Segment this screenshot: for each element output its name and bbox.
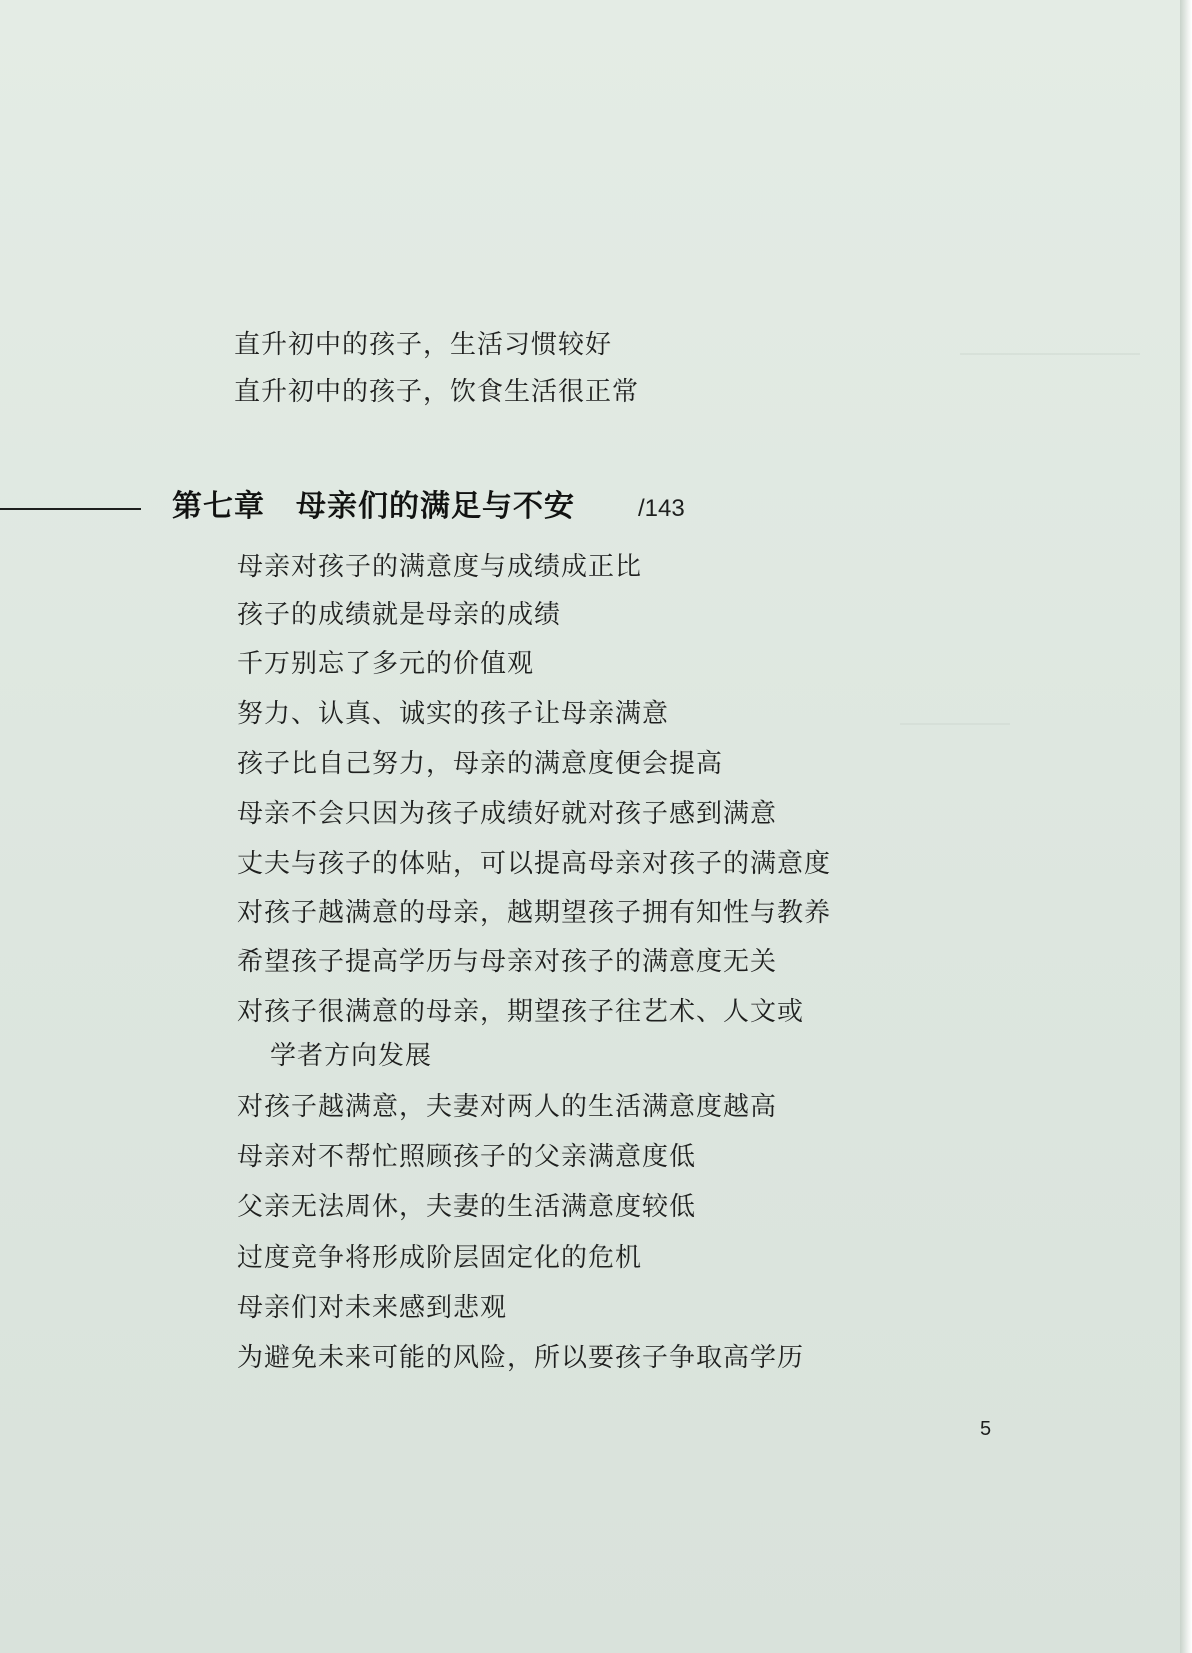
chapter-title: 第七章 母亲们的满足与不安 (172, 489, 575, 524)
toc-entry: 母亲对孩子的满意度与成绩成正比 (237, 552, 643, 582)
chapter-page-number: /143 (638, 495, 685, 522)
toc-entry: 过度竞争将形成阶层固定化的危机 (237, 1243, 643, 1273)
toc-entry: 努力、认真、诚实的孩子让母亲满意 (237, 699, 670, 729)
toc-entry: 父亲无法周休，夫妻的生活满意度较低 (237, 1192, 697, 1222)
chapter-rule (0, 508, 141, 510)
toc-entry: 对孩子很满意的母亲，期望孩子往艺术、人文或 (237, 997, 805, 1027)
toc-entry-continuation: 学者方向发展 (270, 1041, 433, 1071)
toc-entry: 母亲们对未来感到悲观 (237, 1293, 508, 1323)
toc-entry: 丈夫与孩子的体贴，可以提高母亲对孩子的满意度 (237, 849, 832, 879)
toc-entry: 孩子比自己努力，母亲的满意度便会提高 (237, 749, 724, 779)
toc-entry: 直升初中的孩子，生活习惯较好 (234, 330, 613, 360)
chapter-heading (0, 488, 900, 528)
toc-entry: 千万别忘了多元的价值观 (237, 649, 535, 679)
toc-entry: 希望孩子提高学历与母亲对孩子的满意度无关 (237, 947, 778, 977)
bleed-through-rule-top (960, 353, 1140, 355)
toc-entry: 孩子的成绩就是母亲的成绩 (237, 600, 562, 630)
page-number: 5 (980, 1418, 992, 1440)
bleed-through-rule-middle (900, 723, 1010, 725)
toc-entry: 母亲对不帮忙照顾孩子的父亲满意度低 (237, 1142, 697, 1172)
toc-entry: 为避免未来可能的风险，所以要孩子争取高学历 (237, 1343, 805, 1373)
toc-entry: 母亲不会只因为孩子成绩好就对孩子感到满意 (237, 799, 778, 829)
toc-entry: 对孩子越满意的母亲，越期望孩子拥有知性与教养 (237, 898, 832, 928)
toc-entry: 直升初中的孩子，饮食生活很正常 (234, 377, 640, 407)
toc-entry: 对孩子越满意，夫妻对两人的生活满意度越高 (237, 1092, 778, 1122)
page-edge (1180, 0, 1192, 1653)
